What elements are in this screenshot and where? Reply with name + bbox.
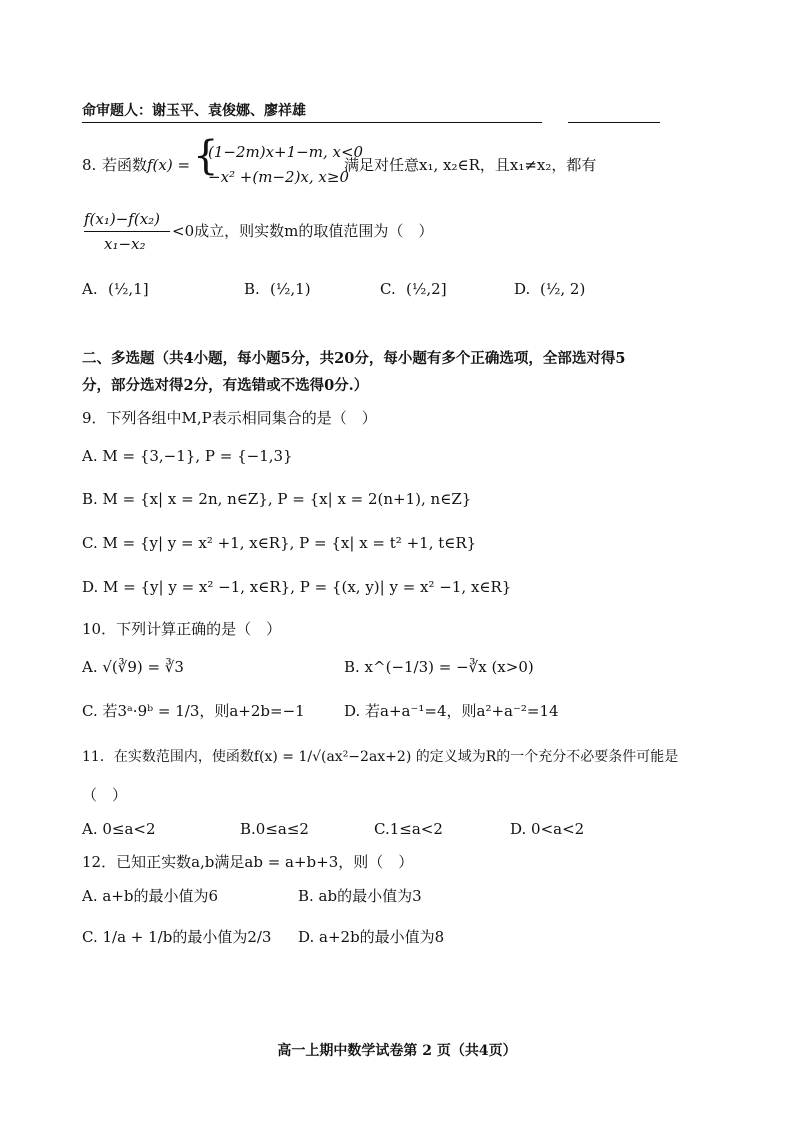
q11-paren: （ ） [82,786,128,804]
q11-option-d: D. 0<a<2 [510,820,585,838]
q8-option-b: (½,1) [270,280,311,298]
section2-line2: 分，部分选对得2分，有选错或不选得0分.） [82,377,369,394]
q11-stem: 11．在实数范围内，使函数f(x) = 1/√(ax²−2ax+2) 的定义域为R的一个充分不必要条件可能是 [82,749,679,765]
q8-option-b-label: B. [244,280,260,298]
q8-condition: <0成立，则实数m的取值范围为（ ） [172,222,434,240]
q8-option-d: (½, 2) [540,280,586,298]
q10-option-c: C. 若3ᵃ·9ᵇ = 1/3，则a+2b=−1 [82,702,305,720]
header-rule-left [82,122,542,123]
q8-case1: (1−2m)x+1−m, x<0 [208,143,364,161]
q8-number: 8. [82,156,97,174]
q8-stem-start: 若函数 [102,156,148,174]
q12-stem: 12．已知正实数a,b满足ab = a+b+3，则（ ） [82,853,414,871]
q8-option-a-label: A. [82,280,98,298]
q11-option-a: A. 0≤a<2 [82,820,156,838]
q9-option-b: B. M = {x| x = 2n, n∈Z}, P = {x| x = 2(n+1), n∈Z} [82,490,472,508]
q9-option-d: D. M = {y| y = x² −1, x∈R}, P = {(x, y)| y = x² −1, x∈R} [82,578,512,596]
section2-line1: 二、多选题（共4小题，每小题5分，共20分，每小题有多个正确选项，全部选对得5 [82,350,626,367]
q11-option-c: C.1≤a<2 [374,820,443,838]
q12-option-d: D. a+2b的最小值为8 [298,928,445,946]
q8-case2: −x² +(m−2)x, x≥0 [208,168,349,186]
page-footer: 高一上期中数学试卷第 2 页（共4页） [277,1043,517,1059]
header-rule-right [568,122,660,123]
q8-option-d-label: D. [514,280,531,298]
q8-frac-num: f(x₁)−f(x₂) [84,210,161,228]
q10-option-b: B. x^(−1/3) = −∛x (x>0) [344,658,534,676]
q10-option-d: D. 若a+a⁻¹=4，则a²+a⁻²=14 [344,702,559,720]
q8-option-c-label: C. [380,280,396,298]
q12-option-a: A. a+b的最小值为6 [82,887,219,905]
q8-option-c: (½,2] [406,280,447,298]
q8-option-a: (½,1] [108,280,149,298]
q9-option-a: A. M = {3,−1}, P = {−1,3} [82,447,293,465]
q8-brace: { [193,133,219,179]
q9-option-c: C. M = {y| y = x² +1, x∈R}, P = {x| x = t² +1, t∈R} [82,534,477,552]
q12-option-c: C. 1/a + 1/b的最小值为2/3 [82,928,272,946]
authors-line: 命审题人：谢玉平、袁俊娜、廖祥雄 [82,103,306,119]
q10-stem: 10．下列计算正确的是（ ） [82,620,282,638]
q8-stem-end: 满足对任意x₁, x₂∈R，且x₁≠x₂，都有 [344,156,597,174]
q8-func: f(x) = [147,156,191,174]
q8-frac-bar [84,231,170,232]
q9-stem: 9．下列各组中M,P表示相同集合的是（ ） [82,409,377,427]
q8-frac-den: x₁−x₂ [104,235,146,253]
q11-option-b: B.0≤a≤2 [240,820,309,838]
q10-option-a: A. √(∛9) = ∛3 [82,658,184,676]
q12-option-b: B. ab的最小值为3 [298,887,422,905]
